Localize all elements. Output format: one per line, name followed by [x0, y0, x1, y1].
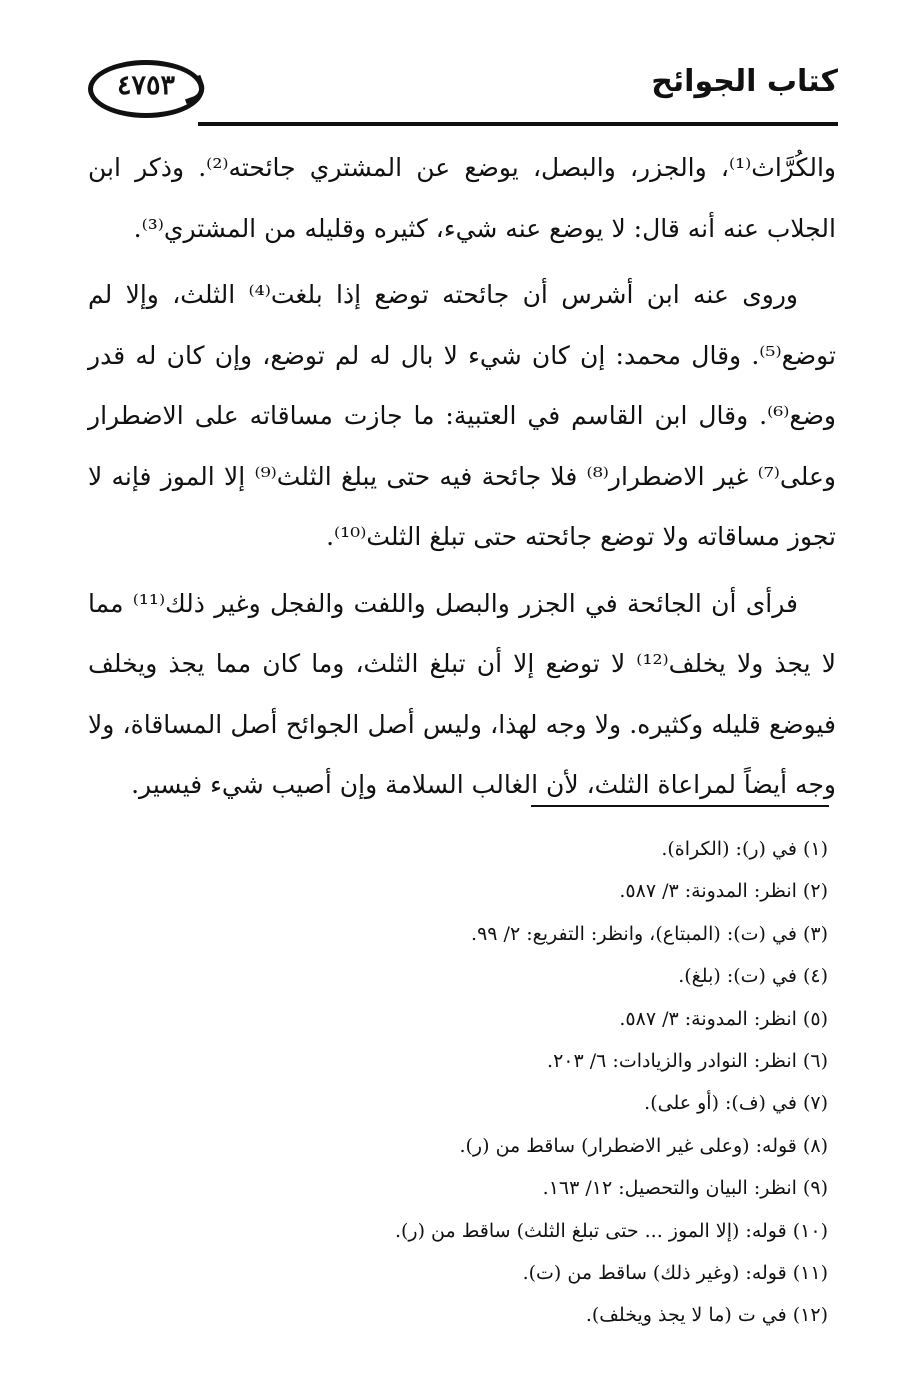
- footnote: (٤) في (ت): (بلغ).: [678, 965, 828, 988]
- footnote: (١٠) قوله: (إلا الموز ... حتى تبلغ الثلث) ساقط من (ر).: [394, 1219, 828, 1242]
- main-text: [88, 138, 836, 816]
- footnote: (٣) في (ت): (المبتاع)، وانظر: التفريع: ٢/ ٩٩.: [471, 922, 828, 945]
- footnotes-list: [300, 828, 828, 1337]
- footnote-separator: [531, 805, 829, 807]
- footnote: (١٢) في ت (ما لا يجذ ويخلف).: [585, 1304, 828, 1327]
- footnote: (١) في (ر): (الكراة).: [661, 838, 828, 860]
- footnote: (٨) قوله: (وعلى غير الاضطرار) ساقط من (ر).: [459, 1134, 828, 1157]
- footnote: (٢) انظر: المدونة: ٣/ ٥٨٧.: [619, 880, 828, 903]
- header-rule: [198, 122, 838, 126]
- footnote: (٥) انظر: المدونة: ٣/ ٥٨٧.: [619, 1007, 828, 1030]
- footnote: (٦) انظر: النوادر والزيادات: ٦/ ٢٠٣.: [547, 1050, 828, 1073]
- paragraph: والكُرَّاث⁽¹⁾، والجزر، والبصل، يوضع عن المشتري جائحته⁽²⁾. وذكر ابن الجلاب عنه أنه قال: لا يوضع عنه شيء، كثيره وقليله من المشتري⁽³⁾.: [88, 153, 836, 243]
- footnote: (٧) في (ف): (أو على).: [644, 1092, 828, 1115]
- page-header: [88, 52, 838, 126]
- paragraph: وروى عنه ابن أشرس أن جائحته توضع إذا بلغت⁽⁴⁾ الثلث، وإلا لم توضع⁽⁵⁾. وقال محمد: إن كان شيء لا بال له لم توضع، وإن كان له قدر وضع⁽⁶⁾. وقال ابن القاسم في العتبية: ما جازت مساقاته على الاضطرار وعلى⁽⁷⁾ غير الاضطرار⁽⁸⁾ فلا جائحة فيه حتى يبلغ الثلث⁽⁹⁾ إلا الموز فإنه لا تجوز مساقاته ولا توضع جائحته حتى تبلغ الثلث⁽¹⁰⁾.: [88, 280, 836, 551]
- chapter-title: كتاب الجوائح: [651, 64, 838, 99]
- paragraph: فرأى أن الجائحة في الجزر والبصل واللفت والفجل وغير ذلك⁽¹¹⁾ مما لا يجذ ولا يخلف⁽¹²⁾ لا توضع إلا أن تبلغ الثلث، وما كان مما يجذ ويخلف فيوضع قليله وكثيره. ولا وجه لهذا، وليس أصل الجوائح أصل المساقاة، ولا وجه أيضاً لمراعاة الثلث، لأن الغالب السلامة وإن أصيب شيء فيسير.: [88, 588, 836, 799]
- footnote: (٩) انظر: البيان والتحصيل: ١٢/ ١٦٣.: [542, 1177, 828, 1200]
- footnote: (١١) قوله: (وغير ذلك) ساقط من (ت).: [522, 1262, 828, 1285]
- page-number: ٤٧٥٣: [116, 70, 175, 101]
